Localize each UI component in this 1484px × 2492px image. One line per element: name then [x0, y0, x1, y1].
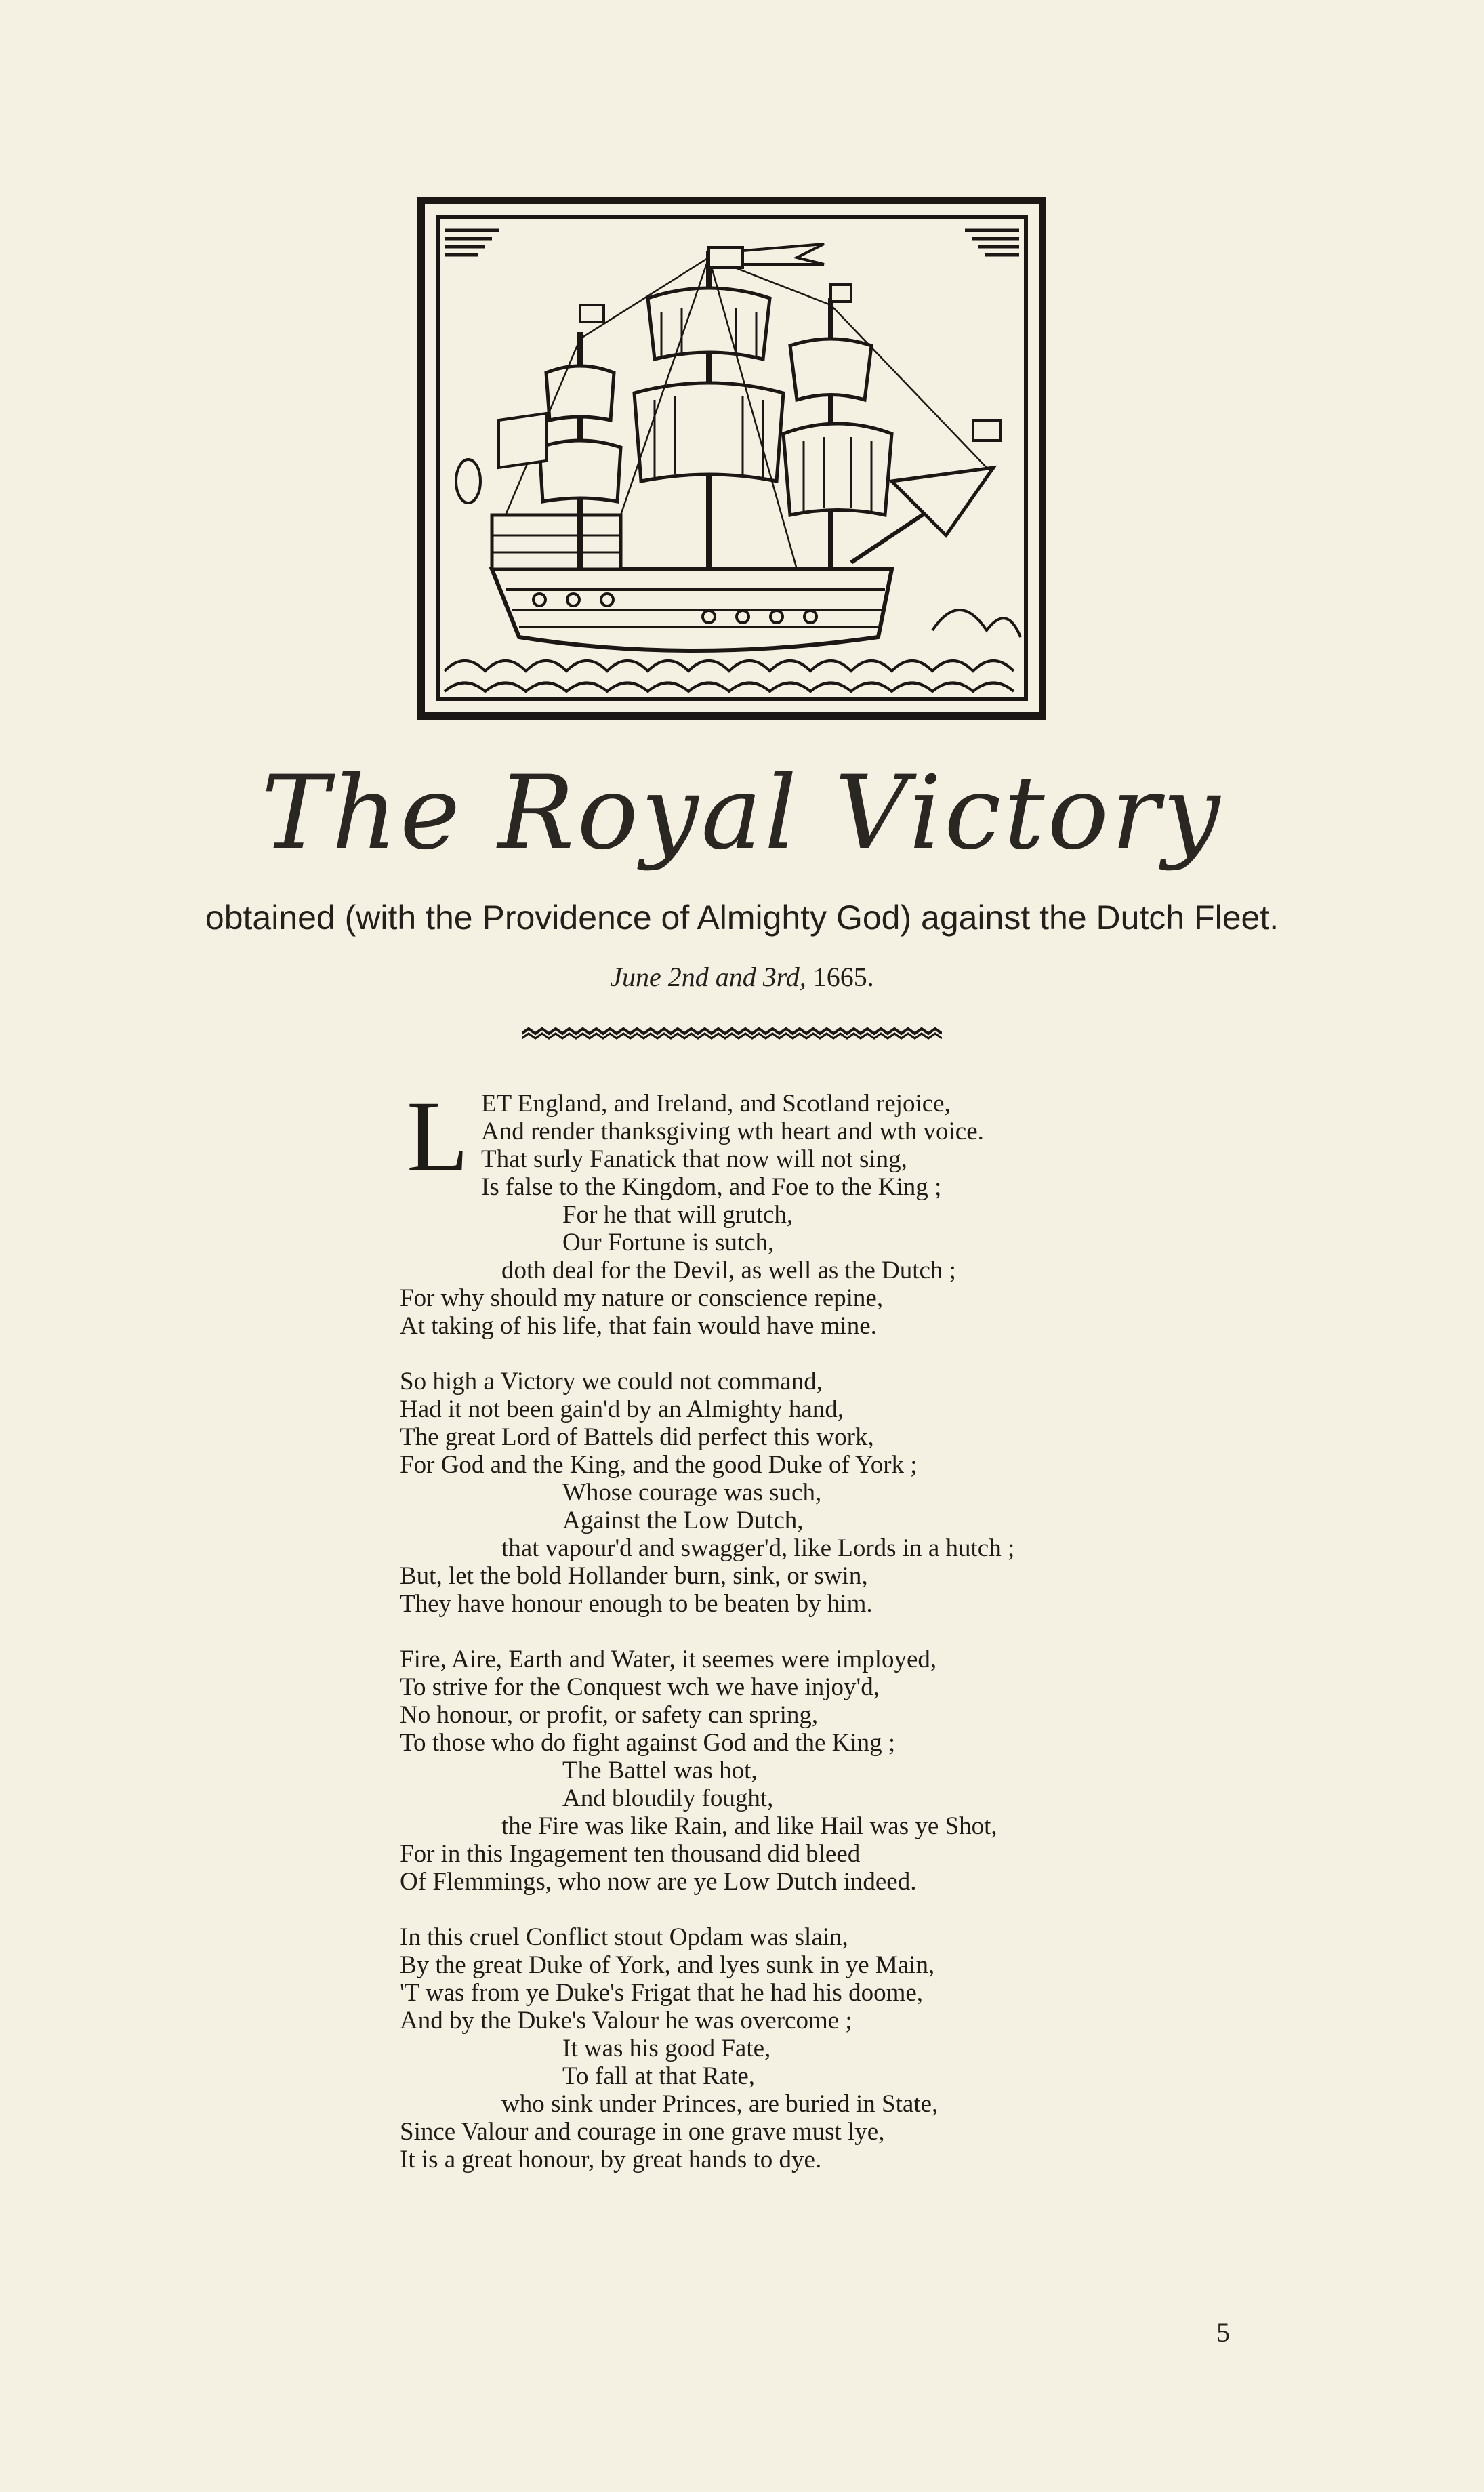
poem-line: The great Lord of Battels did perfect this work, [400, 1423, 874, 1451]
poem-line: By the great Duke of York, and lyes sunk in ye Main, [400, 1951, 935, 1979]
poem-line: To fall at that Rate, [562, 2062, 756, 2090]
poem-line: For he that will grutch, [562, 1201, 793, 1229]
drop-cap: L [407, 1080, 469, 1193]
poem-line: that vapour'd and swagger'd, like Lords in a hutch ; [501, 1534, 1015, 1562]
date-line [0, 961, 1484, 993]
poem-line: And bloudily fought, [562, 1784, 774, 1812]
poem-line: In this cruel Conflict stout Opdam was slain, [400, 1923, 848, 1951]
poem-line: 'T was from ye Duke's Frigat that he had his doome, [400, 1979, 924, 2007]
poem-line: For in this Ingagement ten thousand did bleed [400, 1840, 861, 1868]
poem-line: So high a Victory we could not command, [400, 1368, 823, 1395]
stanza [400, 1646, 1145, 1896]
poem-line: doth deal for the Devil, as well as the Dutch ; [501, 1257, 956, 1284]
poem-line: ET England, and Ireland, and Scotland rejoice, [481, 1090, 951, 1118]
stanza [400, 1080, 1145, 1340]
poem-line: It is a great honour, by great hands to dye. [400, 2146, 822, 2173]
page-title: The Royal Victory [261, 754, 1223, 872]
poem-line: Of Flemmings, who now are ye Low Dutch indeed. [400, 1868, 917, 1896]
poem-line: And render thanksgiving wth heart and wth voice. [481, 1118, 984, 1145]
poem-line: Our Fortune is sutch, [562, 1229, 775, 1257]
poem-line: To those who do fight against God and the King ; [400, 1729, 896, 1757]
poem-line: Against the Low Dutch, [562, 1507, 804, 1534]
poem-line: To strive for the Conquest wch we have injoy'd, [400, 1673, 880, 1701]
poem-line: Whose courage was such, [562, 1479, 822, 1507]
poem-line: It was his good Fate, [562, 2035, 771, 2062]
poem-line: Is false to the Kingdom, and Foe to the King ; [481, 1173, 942, 1201]
poem-line: For why should my nature or conscience repine, [400, 1284, 884, 1312]
poem-line: They have honour enough to be beaten by him. [400, 1590, 873, 1618]
ornamental-divider [522, 1023, 942, 1044]
date-italic: June 2nd and 3rd, [610, 962, 806, 992]
page-number: 5 [1216, 2317, 1230, 2348]
poem-line: And by the Duke's Valour he was overcome ; [400, 2007, 852, 2035]
ship-icon [417, 197, 1046, 720]
poem-line: Had it not been gain'd by an Almighty hand, [400, 1395, 844, 1423]
stanza [400, 1368, 1145, 1618]
poem-line: Since Valour and courage in one grave must lye, [400, 2118, 885, 2146]
zigzag-ornament-icon [522, 1023, 942, 1044]
poem-line: But, let the bold Hollander burn, sink, or swin, [400, 1562, 868, 1590]
poem-body [400, 1080, 1145, 2201]
poem-line: At taking of his life, that fain would have mine. [400, 1312, 877, 1340]
poem-line: That surly Fanatick that now will not sing, [481, 1145, 907, 1173]
poem-line: The Battel was hot, [562, 1757, 758, 1784]
poem-line: For God and the King, and the good Duke of York ; [400, 1451, 918, 1479]
date-year: 1665. [812, 962, 874, 992]
poem-line: who sink under Princes, are buried in State, [501, 2090, 939, 2118]
poem-line: No honour, or profit, or safety can spring, [400, 1701, 819, 1729]
poem-line: Fire, Aire, Earth and Water, it seemes were imployed, [400, 1646, 937, 1673]
poem-line: the Fire was like Rain, and like Hail was ye Shot, [501, 1812, 997, 1840]
stanza [400, 1923, 1145, 2173]
subtitle: obtained (with the Providence of Almighty God) against the Dutch Fleet. [205, 899, 1279, 937]
ship-woodcut-illustration [417, 197, 1046, 720]
